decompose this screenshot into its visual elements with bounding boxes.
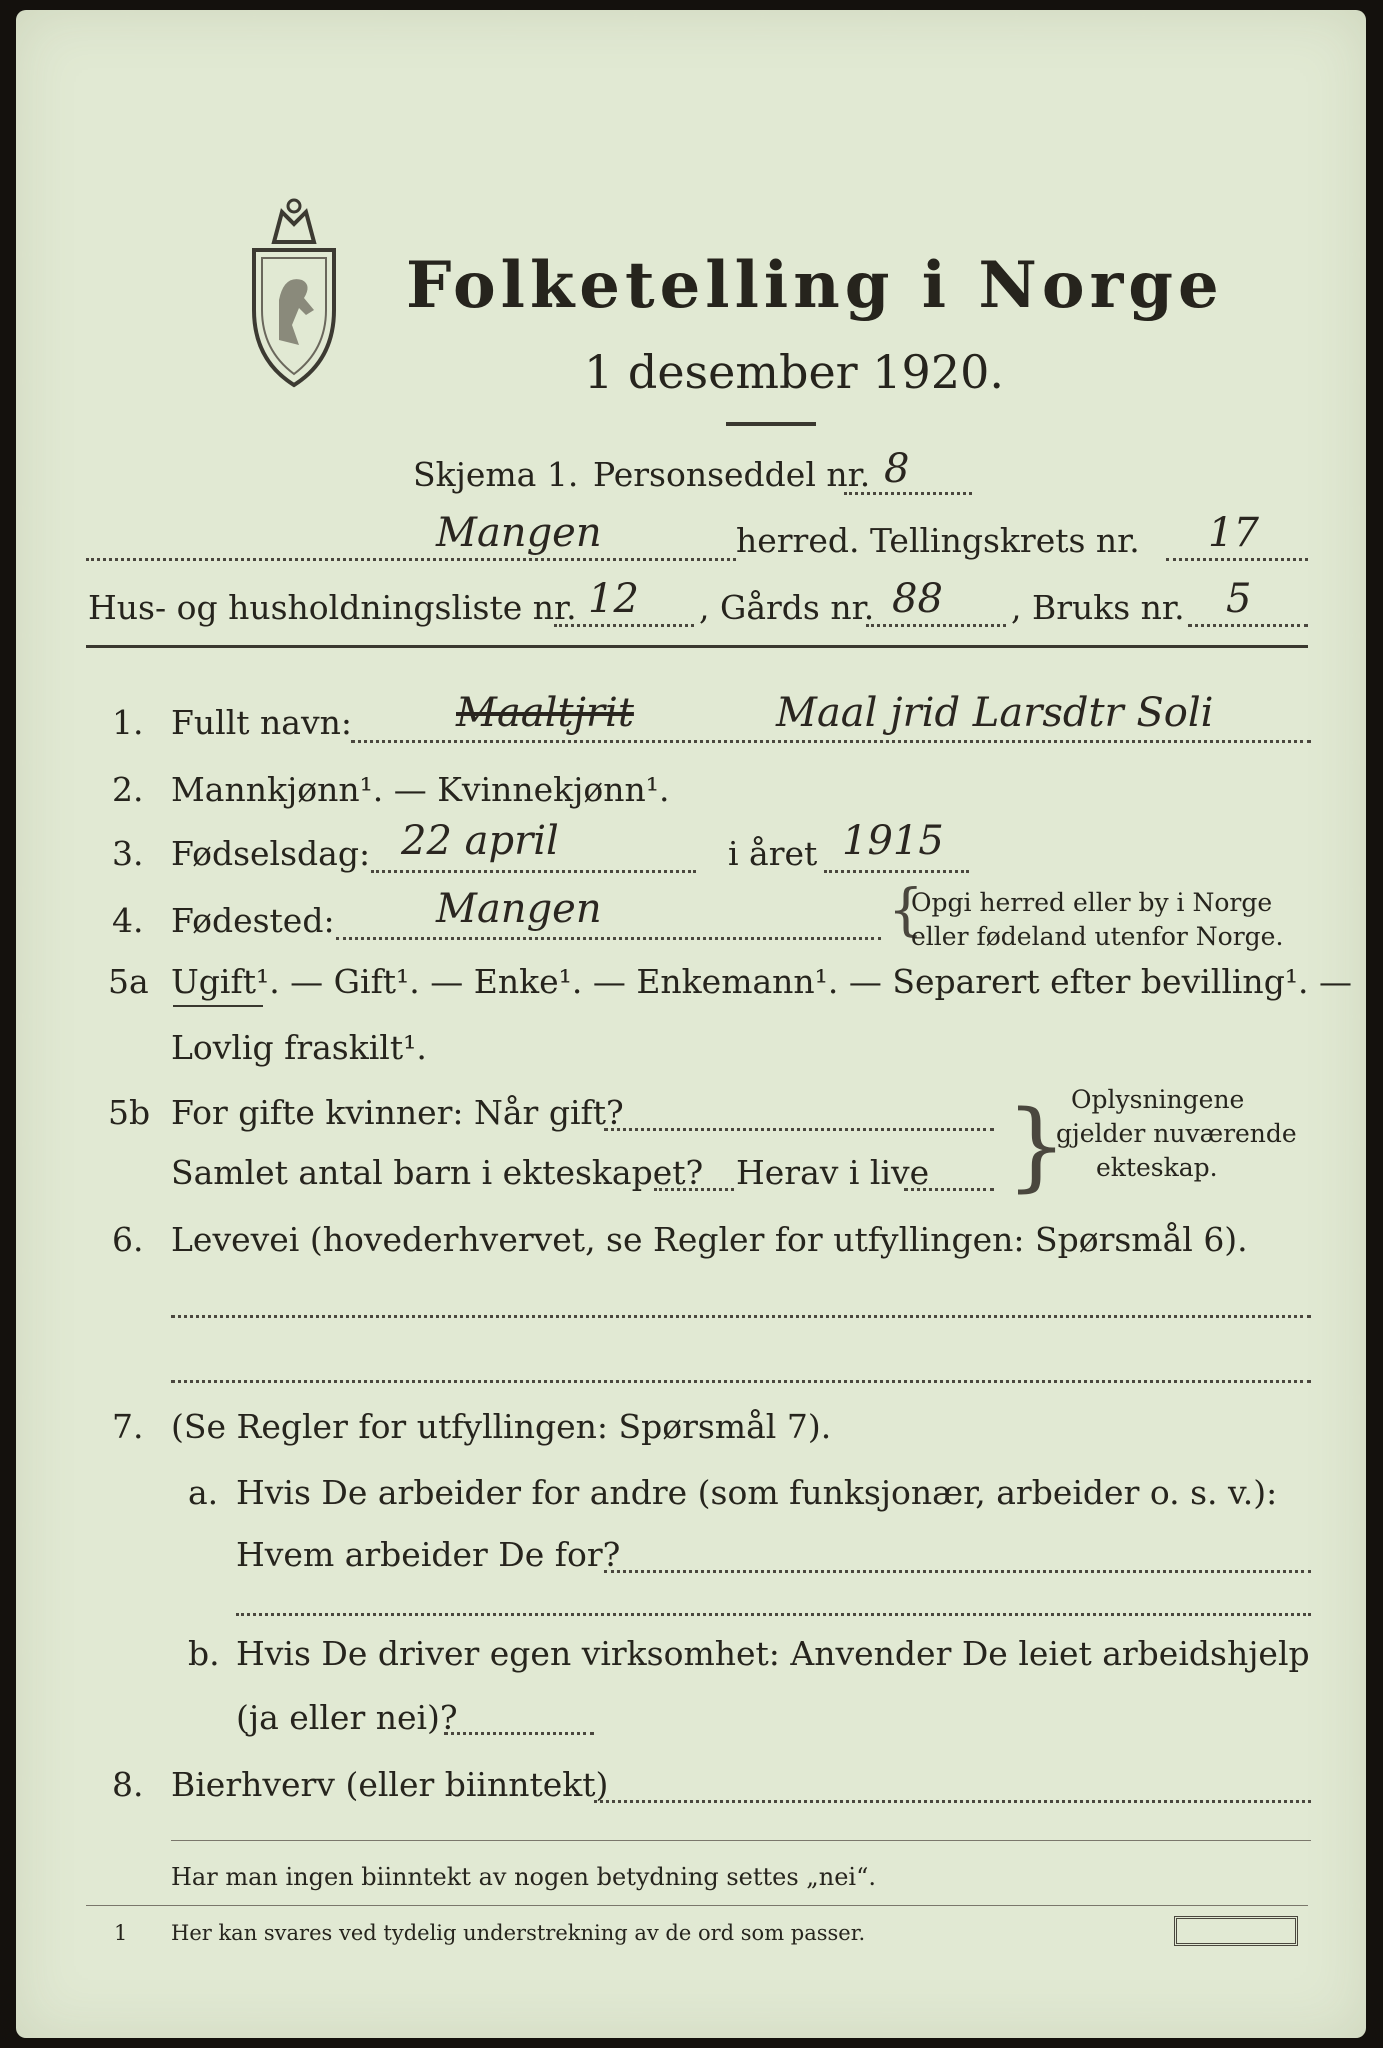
q2-number: 2.	[112, 770, 144, 809]
footnote-mark: 1	[114, 1921, 128, 1945]
husholdningsliste-dotted-line	[554, 624, 694, 627]
q4-number: 4.	[112, 901, 144, 940]
q7a-letter: a.	[188, 1473, 219, 1512]
title-divider	[726, 422, 816, 426]
coat-of-arms-icon	[244, 190, 344, 390]
q4-note-line1: Opgi herred eller by i Norge	[911, 888, 1273, 917]
q5a-ugift-underline	[173, 1005, 263, 1007]
herred-dotted-line	[86, 558, 736, 561]
q4-dotted-line	[336, 937, 881, 940]
q7a-line2: Hvem arbeider De for?	[236, 1535, 621, 1574]
q5b-number: 5b	[108, 1093, 151, 1132]
bruks-value: 5	[1226, 576, 1252, 622]
q5b-barn-dotted-line	[654, 1188, 734, 1191]
husholdningsliste-value: 12	[588, 576, 639, 622]
q7a-dotted-line-2	[236, 1613, 1311, 1616]
personseddel-value: 8	[884, 446, 910, 492]
q4-label: Fødested:	[171, 901, 335, 940]
q6-dotted-line-1	[171, 1315, 1311, 1318]
q8-number: 8.	[112, 1765, 144, 1804]
herred-value: Mangen	[436, 510, 602, 556]
q3-year-dotted-line	[824, 870, 969, 873]
q6-number: 6.	[112, 1220, 144, 1259]
q7b-dotted-line	[444, 1732, 594, 1735]
q5b-barn-label: Samlet antal barn i ekteskapet?	[171, 1153, 704, 1192]
q8-dotted-line	[594, 1800, 1311, 1803]
q1-full-name-value: Maal jrid Larsdtr Soli	[776, 690, 1214, 736]
husholdningsliste-label: Hus- og husholdningsliste nr.	[88, 588, 577, 627]
gards-value: 88	[892, 576, 943, 622]
q5b-herav-label: Herav i live	[736, 1153, 930, 1192]
q5b-note-line1: Oplysningene	[1071, 1085, 1245, 1114]
gards-label: , Gårds nr.	[699, 588, 875, 627]
q5b-herav-dotted-line	[904, 1188, 994, 1191]
q7b-line1: Hvis De driver egen virksomhet: Anvender De leiet arbeidshjelp	[236, 1634, 1310, 1673]
q1-struck-value: Maaltjrit	[456, 690, 634, 736]
q3-number: 3.	[112, 834, 144, 873]
q4-note-line2: eller fødeland utenfor Norge.	[911, 922, 1284, 951]
q7b-letter: b.	[188, 1634, 220, 1673]
personseddel-dotted-line	[844, 492, 972, 495]
biinntekt-note: Har man ingen biinntekt av nogen betydning settes „nei“.	[171, 1863, 876, 1891]
footnote-text: Her kan svares ved tydelig understrekning av de ord som passer.	[171, 1921, 866, 1945]
header-divider	[86, 645, 1308, 648]
q3-year-label: i året	[728, 834, 818, 873]
q4-brace: {	[888, 878, 924, 943]
herred-label: herred. Tellingskrets nr.	[736, 521, 1140, 560]
q5b-brace: }	[1006, 1090, 1068, 1202]
q5b-note-line2: gjelder nuværende	[1056, 1119, 1297, 1148]
q8-label: Bierhverv (eller biinntekt)	[171, 1765, 609, 1804]
footnote-divider	[86, 1905, 1308, 1906]
tellingskrets-value: 17	[1208, 510, 1259, 556]
q5b-note-line3: ekteskap.	[1096, 1153, 1218, 1182]
q5a-fraskilt-option: Lovlig fraskilt¹.	[171, 1028, 427, 1067]
q1-label: Fullt navn:	[171, 703, 352, 742]
q3-date-dotted-line	[371, 870, 696, 873]
form-title: Folketelling i Norge	[406, 248, 1224, 323]
personseddel-label: Personseddel nr.	[593, 455, 871, 494]
q3-birthday-value: 22 april	[401, 818, 559, 864]
q1-dotted-line	[351, 740, 1311, 743]
notes-divider	[171, 1840, 1311, 1841]
q5a-number: 5a	[108, 962, 149, 1001]
gards-dotted-line	[866, 624, 1006, 627]
q5a-marital-options: Ugift¹. — Gift¹. — Enke¹. — Enkemann¹. — Separert efter bevilling¹. —	[171, 962, 1353, 1001]
q7-label: (Se Regler for utfyllingen: Spørsmål 7).	[171, 1407, 832, 1446]
q3-year-value: 1915	[842, 818, 944, 864]
q5b-naar-gift-dotted-line	[604, 1128, 994, 1131]
q6-label: Levevei (hovederhvervet, se Regler for utfyllingen: Spørsmål 6).	[171, 1220, 1248, 1259]
bruks-dotted-line	[1188, 624, 1308, 627]
bruks-label: , Bruks nr.	[1011, 588, 1185, 627]
q6-dotted-line-2	[171, 1380, 1311, 1383]
q1-number: 1.	[112, 703, 144, 742]
q4-birthplace-value: Mangen	[436, 886, 602, 932]
q7b-line2: (ja eller nei)?	[236, 1698, 458, 1737]
q7a-line1: Hvis De arbeider for andre (som funksjonær, arbeider o. s. v.):	[236, 1473, 1278, 1512]
q7a-dotted-line-1	[604, 1570, 1311, 1573]
q7-number: 7.	[112, 1407, 144, 1446]
schema-label: Skjema 1.	[413, 455, 579, 494]
printer-stamp	[1174, 1916, 1298, 1946]
q2-gender-options: Mannkjønn¹. — Kvinnekjønn¹.	[171, 770, 670, 809]
q5b-line1: For gifte kvinner: Når gift?	[171, 1093, 624, 1132]
q3-label: Fødselsdag:	[171, 834, 371, 873]
tellingskrets-dotted-line	[1166, 558, 1308, 561]
census-form-sheet	[16, 10, 1366, 2038]
census-date: 1 desember 1920.	[584, 345, 1004, 399]
